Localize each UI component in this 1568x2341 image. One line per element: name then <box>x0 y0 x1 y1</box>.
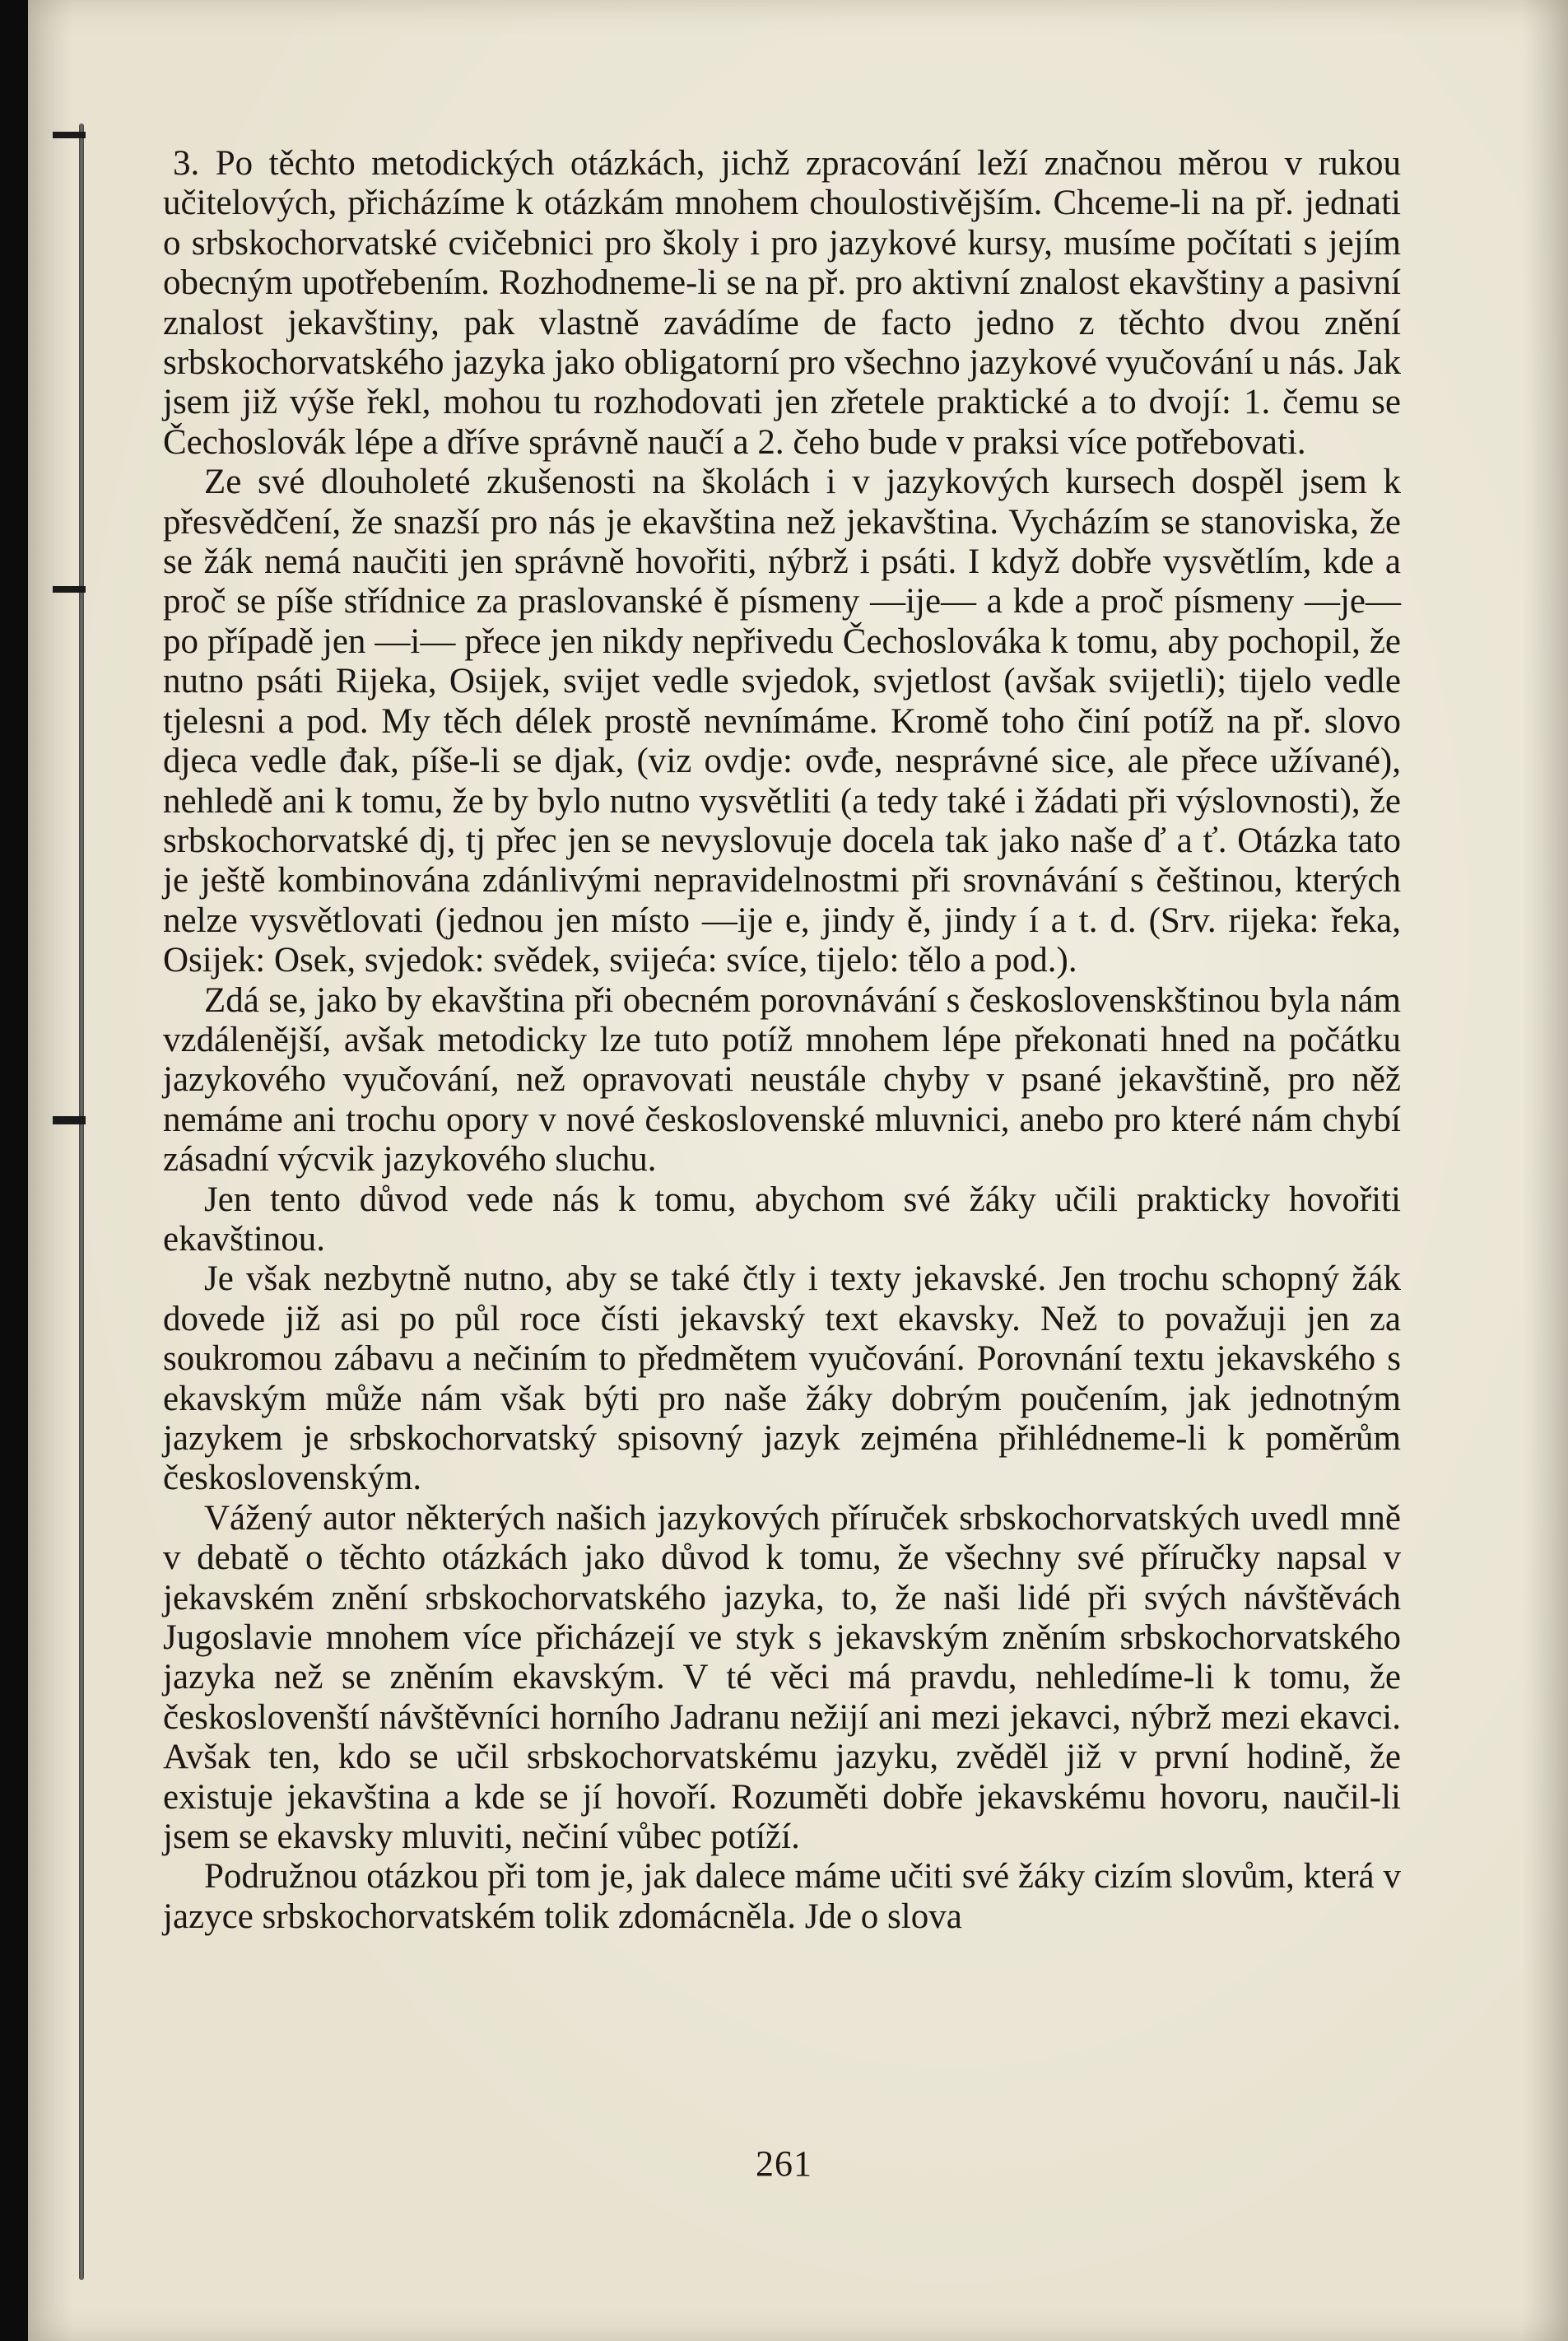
paragraph: Je však nezbytně nutno, aby se také čtly i texty jekavské. Jen trochu schopný žák dovede již asi po půl roce čísti jekavský text ekavsky. Než to považuji jen za soukromou zábavu a nečiním to předmětem vyučování. Porovnání textu jekavského s ekavským může nám však býti pro naše žáky dobrým poučením, jak jednotným jazykem je srbskochorvatský spisovný jazyk zejména přihlédneme-li k poměrům československým. <box>163 1259 1401 1498</box>
paragraph: Podružnou otázkou při tom je, jak dalece máme učiti své žáky cizím slovům, která v jazyce srbskochorvatském tolik zdomácněla. Jde o slova <box>163 1857 1401 1936</box>
binding-edge <box>79 123 84 2280</box>
page-number: 261 <box>756 2143 812 2184</box>
paragraph: 3. Po těchto metodických otázkách, jichž zpracování leží značnou měrou v rukou učitelových, přicházíme k otázkám mnohem choulostivějším. Chceme-li na př. jednati o srbskochorvatské cvičebnici pro školy i pro jazykové kursy, musíme počítati s jejím obecným upotřebením. Rozhodneme-li se na př. pro aktivní znalost ekavštiny a pasivní znalost jekavštiny, pak vlastně zavádíme de facto jedno z těchto dvou znění srbskochorvatského jazyka jako obligatorní pro všechno jazykové vyučování u nás. Jak jsem již výše řekl, mohou tu rozhodovati jen zřetele praktické a to dvojí: 1. čemu se Čechoslovák lépe a dříve správně naučí a 2. čeho bude v praksi více potřebovati. <box>163 144 1401 462</box>
binding-mark <box>53 1116 86 1124</box>
paragraph: Zdá se, jako by ekavština při obecném porovnávání s československštinou byla nám vzdálenější, avšak metodicky lze tuto potíž mnohem lépe překonati hned na počátku jazykového vyučování, než opravovati neustále chyby v psané jekavštině, pro něž nemáme ani trochu opory v nové československé mluvnici, anebo pro které nám chybí zásadní výcvik jazykového sluchu. <box>163 980 1401 1180</box>
paragraph: Ze své dlouholeté zkušenosti na školách i v jazykových kursech dospěl jsem k přesvědčení, že snazší pro nás je ekavština než jekavština. Vycházím se stanoviska, že se žák nemá naučiti jen správně hovořiti, nýbrž i psáti. I když dobře vysvětlím, kde a proč se píše střídnice za praslovanské ě písmeny —ije— a kde a proč písmeny —je— po případě jen —i— přece jen nikdy nepřivedu Čechoslováka k tomu, aby pochopil, že nutno psáti Rijeka, Osijek, svijet vedle svjedok, svjetlost (avšak svijetli); tijelo vedle tjelesni a pod. My těch délek prostě nevnímáme. Kromě toho činí potíž na př. slovo djeca vedle đak, píše-li se djak, (viz ovdje: ovđe, nesprávné sice, ale přece užívané), nehledě ani k tomu, že by bylo nutno vysvětliti (a tedy také i žádati při výslovnosti), že srbskochorvatské dj, tj přec jen se nevyslovuje docela tak jako naše ď a ť. Otázka tato je ještě kombinována zdánlivými nepravidelnostmi při srovnávání s češtinou, kterých nelze vysvětlovati (jednou jen místo —ije e, jindy ě, jindy í a t. d. (Srv. rijeka: řeka, Osijek: Osek, svjedok: svědek, svijeća: svíce, tijelo: tělo a pod.). <box>163 463 1401 980</box>
paragraph: Vážený autor některých našich jazykových příruček srbskochorvatských uvedl mně v debatě o těchto otázkách jako důvod k tomu, že všechny své příručky napsal v jekavském znění srbskochorvatského jazyka, to, že naši lidé při svých návštěvách Jugoslavie mnohem více přicházejí ve styk s jekavským zněním srbskochorvatského jazyka než se zněním ekavským. V té věci má pravdu, nehledíme-li k tomu, že českoslovenští návštěvníci horního Jadranu nežijí ani mezi jekavci, nýbrž mezi ekavci. Avšak ten, kdo se učil srbskochorvatskému jazyku, zvěděl již v první hodině, že existuje jekavština a kde se jí hovoří. Rozuměti dobře jekavskému hovoru, naučil-li jsem se ekavsky mluviti, nečiní vůbec potíží. <box>163 1498 1401 1857</box>
binding-mark <box>53 132 86 138</box>
binding-mark <box>53 586 86 593</box>
paragraph: Jen tento důvod vede nás k tomu, abychom své žáky učili prakticky hovořiti ekavštinou. <box>163 1180 1401 1259</box>
body-text <box>163 144 1401 1937</box>
